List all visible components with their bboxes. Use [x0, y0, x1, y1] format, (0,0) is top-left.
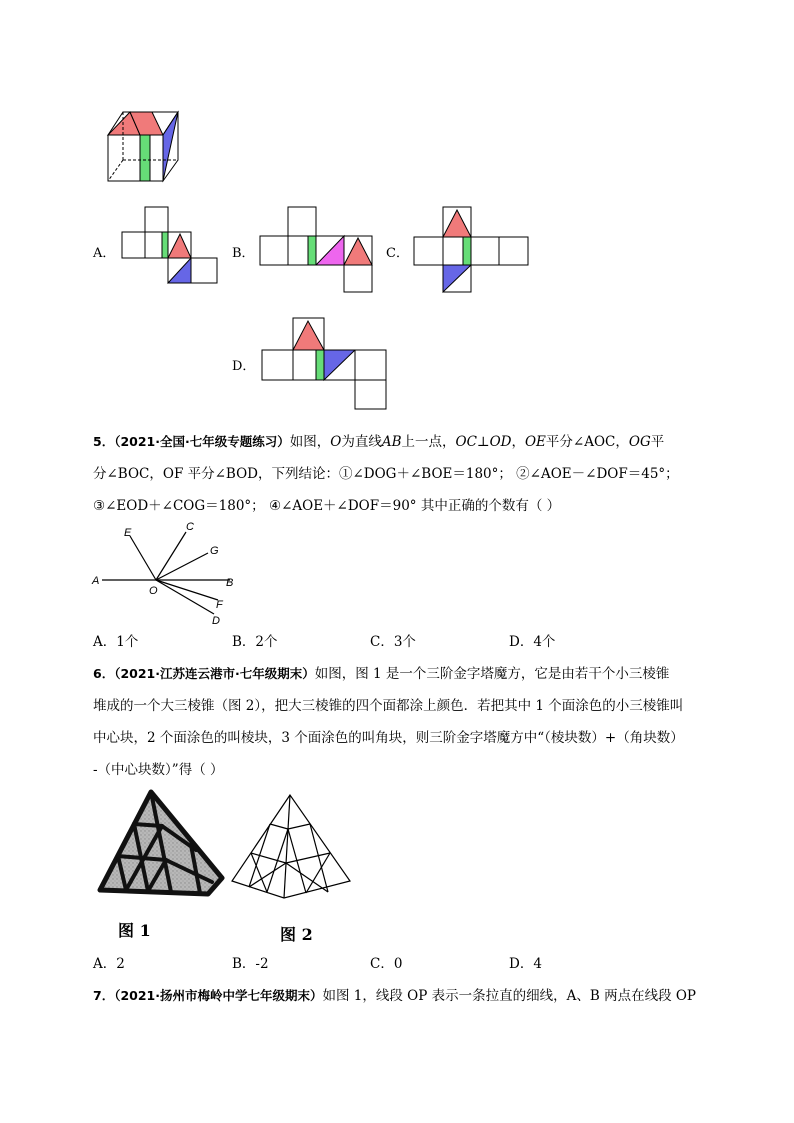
q6-fig1-caption: 图 1	[118, 921, 151, 940]
q7-number: 7．	[93, 988, 115, 1003]
cube-figure	[100, 108, 190, 188]
q6-line-1	[93, 664, 669, 684]
q4-option-d-net[interactable]	[262, 318, 392, 413]
q5-line-1	[93, 432, 664, 452]
q5-text: 如图，	[289, 434, 331, 450]
q5-text: OC⊥OD	[455, 434, 512, 450]
q5-choice-c[interactable]: C．3个	[370, 634, 416, 650]
point-label-a: A	[92, 575, 100, 587]
q5-text: AB	[381, 434, 402, 450]
point-label-e: E	[124, 527, 132, 539]
point-label-f: F	[216, 599, 223, 611]
q5-text: O	[330, 434, 342, 450]
q5-text: ，	[511, 434, 525, 450]
cube-green-strip	[140, 135, 150, 181]
point-label-b: B	[226, 577, 234, 589]
q6-tetrahedron-diagram	[230, 793, 355, 903]
point-label-g: G	[210, 545, 219, 557]
q6-choice-b[interactable]: B．-2	[232, 956, 269, 972]
q5-text: 平分∠AOC，	[545, 434, 629, 450]
q4-option-a-label[interactable]: A．	[93, 246, 116, 261]
q4-option-c-net[interactable]	[414, 207, 534, 297]
q4-option-a-net[interactable]	[120, 207, 225, 287]
q6-choice-d[interactable]: D．4	[509, 956, 542, 972]
q5-text: OE	[524, 434, 546, 450]
q5-text: OG	[628, 434, 651, 450]
q6-line-3: 中心块，2 个面涂色的叫棱块，3 个面涂色的叫角块，则三阶金字塔魔方中“（棱块数）+（角块数）	[93, 730, 684, 746]
point-label-d: D	[212, 615, 220, 627]
q5-choice-a[interactable]: A．1个	[93, 634, 139, 650]
q5-text: 平	[650, 434, 665, 450]
q4-option-b-label[interactable]: B．	[232, 246, 255, 261]
q7-text: 如图 1，线段 OP 表示一条拉直的细线，A、B 两点在线段 OP	[322, 988, 697, 1004]
q6-choice-c[interactable]: C．0	[370, 956, 403, 972]
q4-option-c-label[interactable]: C．	[386, 246, 409, 261]
q6-pyraminx-photo	[96, 790, 226, 902]
q5-line-2: 分∠BOC，OF 平分∠BOD，下列结论：①∠DOG＋∠BOE＝180°； ②∠AOE－∠DOF＝45°；	[93, 466, 679, 482]
q6-fig2-caption: 图 2	[280, 925, 313, 944]
q5-line-3: ③∠EOD＋∠COG＝180°； ④∠AOE＋∠DOF＝90° 其中正确的个数有（ ）	[93, 498, 561, 514]
q5-angle-figure	[90, 518, 250, 633]
q6-text: 如图，图 1 是一个三阶金字塔魔方，它是由若干个小三棱锥	[314, 666, 670, 682]
q5-choice-d[interactable]: D．4个	[509, 634, 556, 650]
q5-text: 为直线	[341, 434, 382, 450]
q6-line-4: -（中心块数）”得（ ）	[93, 762, 224, 778]
q5-choice-b[interactable]: B．2个	[232, 634, 278, 650]
q7-source: （2021·扬州市梅岭中学七年级期末）	[114, 988, 323, 1003]
q6-number: 6．	[93, 666, 115, 681]
point-label-c: C	[186, 521, 194, 533]
q6-choice-a[interactable]: A．2	[93, 956, 125, 972]
q4-option-d-label[interactable]: D．	[232, 359, 256, 374]
q5-number: 5．	[93, 434, 115, 449]
q4-option-b-net[interactable]	[260, 207, 380, 297]
q6-line-2: 堆成的一个大三棱锥（图 2），把大三棱锥的四个面都涂上颜色．若把其中 1 个面涂色的小三棱锥叫	[93, 698, 684, 714]
q6-source: （2021·江苏连云港市·七年级期末）	[114, 666, 315, 681]
q5-source: （2021·全国·七年级专题练习）	[114, 434, 290, 449]
q7-line-1	[93, 986, 696, 1006]
q5-text: 上一点，	[401, 434, 456, 450]
point-label-o: O	[149, 585, 158, 597]
